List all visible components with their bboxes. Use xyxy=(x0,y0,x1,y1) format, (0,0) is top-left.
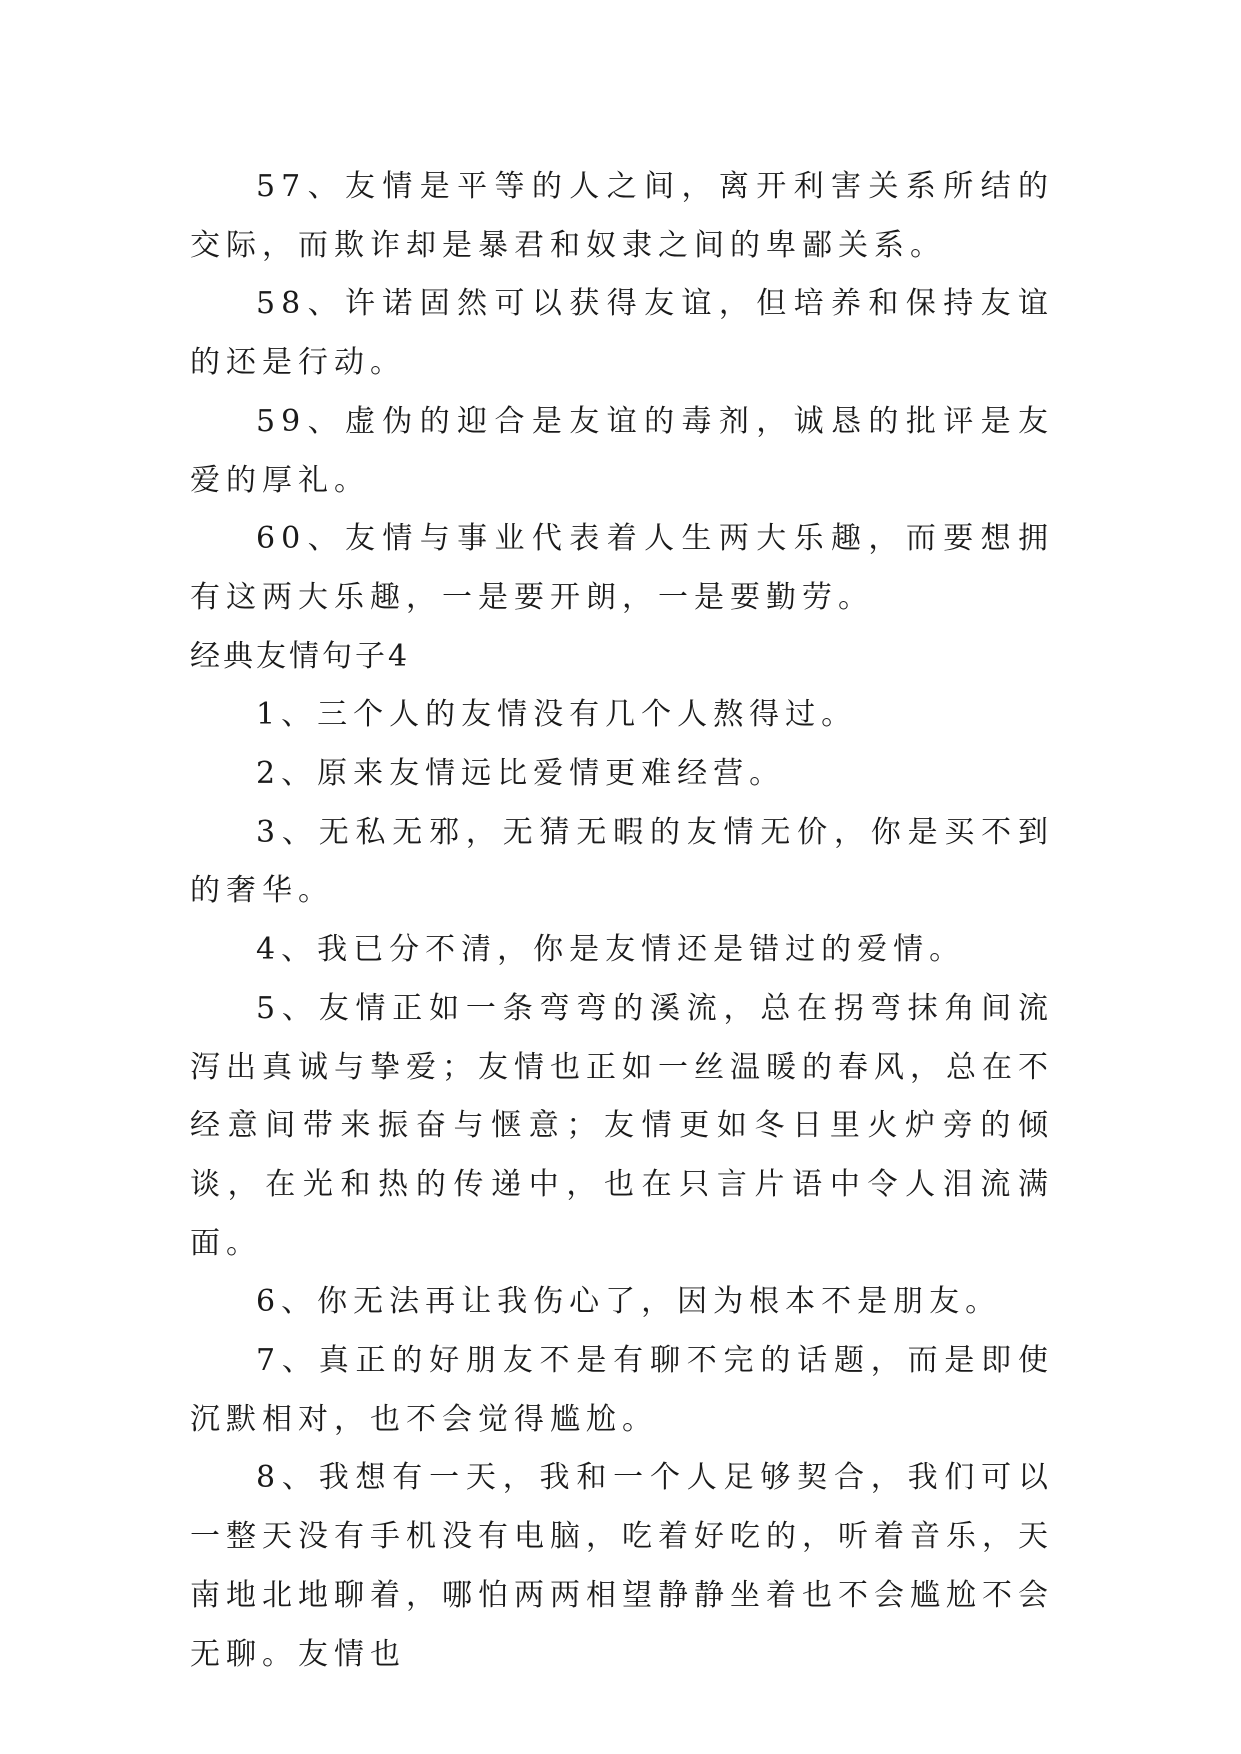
quote-paragraph-59: 59、虚伪的迎合是友谊的毒剂，诚恳的批评是友爱的厚礼。 xyxy=(190,403,1054,498)
quote-paragraph-1: 1、三个人的友情没有几个人熬得过。 xyxy=(256,697,858,733)
quote-paragraph-2: 2、原来友情远比爱情更难经营。 xyxy=(256,756,786,792)
quote-paragraph-57: 57、友情是平等的人之间，离开利害关系所结的交际，而欺诈却是暴君和奴隶之间的卑鄙关系。 xyxy=(190,169,1054,263)
quote-paragraph-7: 7、真正的好朋友不是有聊不完的话题，而是即使沉默相对，也不会觉得尴尬。 xyxy=(190,1343,1054,1437)
document-body xyxy=(190,158,1054,1684)
quote-paragraph-5: 5、友情正如一条弯弯的溪流，总在拐弯抹角间流泻出真诚与挚爱；友情也正如一丝温暖的春风，总在不经意间带来振奋与惬意；友情更如冬日里火炉旁的倾谈，在光和热的传递中，也在只言片语中令人泪流满面。 xyxy=(190,990,1054,1261)
quote-paragraph-4: 4、我已分不清，你是友情还是错过的爱情。 xyxy=(256,932,966,968)
section-heading: 经典友情句子4 xyxy=(190,638,411,674)
quote-paragraph-6: 6、你无法再让我伤心了，因为根本不是朋友。 xyxy=(256,1284,1002,1320)
quote-paragraph-58: 58、许诺固然可以获得友谊，但培养和保持友谊的还是行动。 xyxy=(190,286,1054,381)
quote-paragraph-8: 8、我想有一天，我和一个人足够契合，我们可以一整天没有手机没有电脑，吃着好吃的，听着音乐，天南地北地聊着，哪怕两两相望静静坐着也不会尴尬不会无聊。友情也 xyxy=(190,1460,1054,1672)
quote-paragraph-60: 60、友情与事业代表着人生两大乐趣，而要想拥有这两大乐趣，一是要开朗，一是要勤劳。 xyxy=(190,521,1054,615)
quote-paragraph-3: 3、无私无邪，无猜无暇的友情无价，你是买不到的奢华。 xyxy=(190,814,1054,909)
